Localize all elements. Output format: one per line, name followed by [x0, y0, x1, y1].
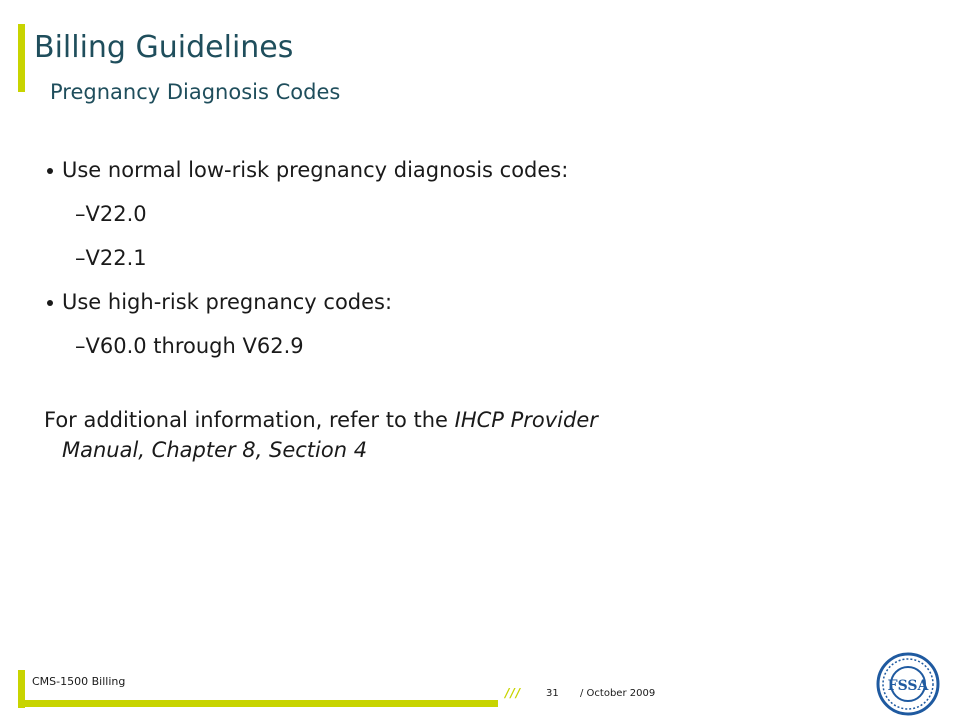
- reference-note: [44, 405, 684, 465]
- footer-date: / October 2009: [580, 688, 656, 699]
- page-subtitle: Pregnancy Diagnosis Codes: [50, 80, 341, 104]
- page-number: 31: [546, 688, 559, 699]
- manual-reference: IHCP Provider Manual, Chapter 8, Section 4: [62, 408, 598, 462]
- bullet-dot-icon: [47, 300, 53, 306]
- title-accent-bar: [18, 24, 25, 92]
- footer-accent-hbar: [18, 700, 498, 707]
- footer-slashes: ///: [505, 686, 522, 700]
- bullet-dot-icon: [47, 168, 53, 174]
- footer-label: CMS-1500 Billing: [32, 675, 126, 688]
- bullet-text: Use normal low-risk pregnancy diagnosis codes:: [62, 158, 569, 182]
- slide-content: [44, 155, 684, 465]
- seal-text: FSSA: [887, 678, 929, 694]
- sub-item: –V22.0: [75, 202, 147, 226]
- bullet-text: Use high-risk pregnancy codes:: [62, 290, 393, 314]
- bullet-item: [44, 287, 684, 317]
- note-prefix: For additional information, refer to the: [44, 408, 455, 432]
- bullet-item: [44, 155, 684, 185]
- page-title: Billing Guidelines: [34, 30, 294, 65]
- sub-item: –V22.1: [75, 246, 147, 270]
- sub-item: –V60.0 through V62.9: [75, 334, 304, 358]
- fssa-seal-icon: [876, 652, 940, 716]
